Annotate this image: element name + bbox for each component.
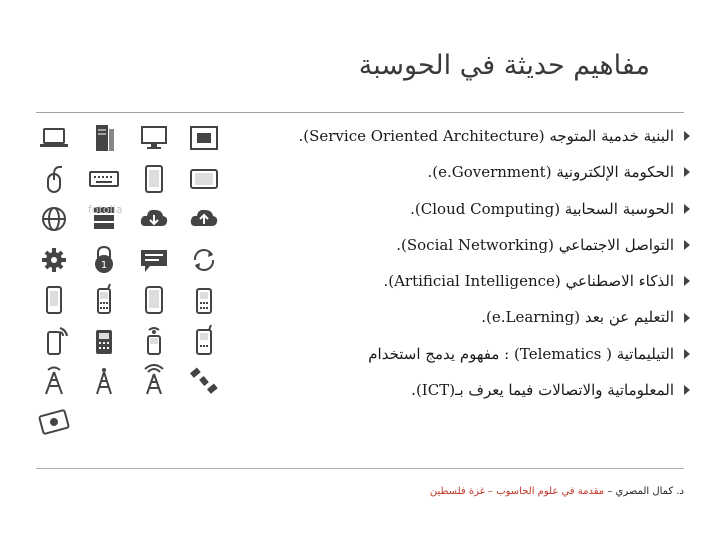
server-tower-icon bbox=[86, 121, 122, 155]
bullet-arrow-icon bbox=[684, 240, 690, 250]
svg-text:1: 1 bbox=[100, 260, 108, 271]
tablet-icon bbox=[136, 162, 172, 196]
tablet-landscape-icon bbox=[186, 162, 222, 196]
bullet-list bbox=[262, 118, 690, 408]
chat-bubble-icon bbox=[136, 243, 172, 277]
list-item: المعلوماتية والاتصالات فيما يعرف بـ(ICT). bbox=[262, 372, 690, 408]
globe-icon bbox=[36, 202, 72, 236]
title-divider bbox=[36, 112, 684, 113]
card-reader-icon bbox=[36, 405, 72, 439]
mouse-icon bbox=[36, 162, 72, 196]
laptop-icon bbox=[36, 121, 72, 155]
icon-grid bbox=[36, 121, 222, 447]
bullet-arrow-icon bbox=[684, 349, 690, 359]
list-item: التعليم عن بعد (e.Learning). bbox=[262, 299, 690, 335]
list-item: التيليماتية ( Telematics) : مفهوم يدمج استخدام bbox=[262, 336, 690, 372]
bullet-arrow-icon bbox=[684, 204, 690, 214]
desktop-monitor-icon bbox=[136, 121, 172, 155]
bullet-arrow-icon bbox=[684, 385, 690, 395]
list-item: البنية خدمية المتوجه (Service Oriented Architecture). bbox=[262, 118, 690, 154]
footer-course: مقدمة في علوم الحاسوب – غزة فلسطين bbox=[429, 486, 605, 497]
list-item: الذكاء الاصطناعي (Artificial Intelligence). bbox=[262, 263, 690, 299]
list-item: الحكومة الإلكترونية (e.Government). bbox=[262, 154, 690, 190]
keypad-phone-icon bbox=[86, 283, 122, 317]
sync-icon bbox=[186, 243, 222, 277]
network-port-icon bbox=[186, 121, 222, 155]
cloud-download-icon bbox=[136, 202, 172, 236]
bullet-arrow-icon bbox=[684, 313, 690, 323]
watermark: fotolia bbox=[88, 203, 123, 216]
signal-tower-icon bbox=[86, 364, 122, 398]
keyboard-icon bbox=[86, 162, 122, 196]
gear-icon bbox=[36, 243, 72, 277]
footer-divider bbox=[36, 468, 684, 469]
bullet-arrow-icon bbox=[684, 131, 690, 141]
list-item: التواصل الاجتماعي (Social Networking). bbox=[262, 227, 690, 263]
bullet-arrow-icon bbox=[684, 167, 690, 177]
footer bbox=[300, 486, 684, 497]
antenna-phone-icon bbox=[136, 324, 172, 358]
wifi-phone-icon bbox=[36, 324, 72, 358]
cell-phone-icon bbox=[186, 283, 222, 317]
mobile-phone-icon bbox=[36, 283, 72, 317]
cloud-upload-icon bbox=[186, 202, 222, 236]
satellite-icon bbox=[186, 364, 222, 398]
footer-author: د. كمال المصري – bbox=[607, 486, 684, 497]
radio-tower-icon bbox=[36, 364, 72, 398]
page-title: مفاهيم حديثة في الحوسبة bbox=[358, 50, 650, 81]
broadcast-tower-icon bbox=[136, 364, 172, 398]
flip-phone-icon bbox=[186, 324, 222, 358]
bullet-arrow-icon bbox=[684, 276, 690, 286]
list-item: الحوسبة السحابية (Cloud Computing). bbox=[262, 191, 690, 227]
lock-icon bbox=[86, 243, 122, 277]
phone-keypad-icon bbox=[86, 324, 122, 358]
smartphone-icon bbox=[136, 283, 172, 317]
